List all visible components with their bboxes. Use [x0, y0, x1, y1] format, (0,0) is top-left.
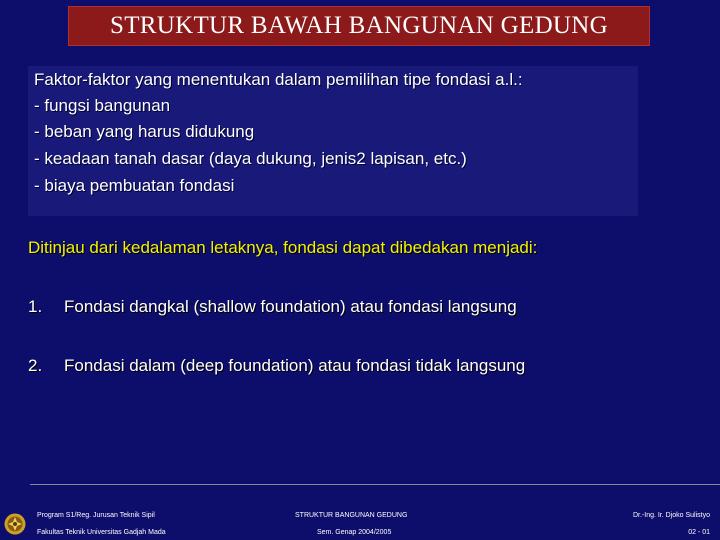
depth-intro: Ditinjau dari kedalaman letaknya, fondasi dapat dibedakan menjadi: [28, 238, 538, 257]
title-box [68, 6, 650, 46]
list-number: 2. [28, 356, 43, 375]
footer-semester: Sem. Genap 2004/2005 [317, 529, 392, 536]
university-seal-logo [4, 513, 26, 535]
footer-course: STRUKTUR BANGUNAN GEDUNG [295, 512, 408, 519]
list-item-text: Fondasi dangkal (shallow foundation) atau fondasi langsung [64, 297, 517, 316]
footer-author: Dr.-Ing. Ir. Djoko Sulistyo [632, 512, 710, 519]
factors-intro: Faktor-faktor yang menentukan dalam pemilihan tipe fondasi a.l.: [34, 70, 523, 89]
slide-title: STRUKTUR BAWAH BANGUNAN GEDUNG [110, 12, 608, 39]
factor-item: - beban yang harus didukung [34, 122, 255, 141]
footer-program: Program S1/Reg. Jurusan Teknik Sipil [37, 512, 155, 519]
list-number: 1. [28, 297, 43, 316]
factor-item: - keadaan tanah dasar (daya dukung, jenis2 lapisan, etc.) [34, 149, 467, 168]
factor-item: - biaya pembuatan fondasi [34, 176, 235, 195]
list-item-text: Fondasi dalam (deep foundation) atau fondasi tidak langsung [64, 356, 526, 375]
footer-faculty: Fakultas Teknik Universitas Gadjah Mada [37, 529, 166, 536]
footer-divider [30, 484, 720, 485]
footer-page-number: 02 - 01 [688, 529, 710, 536]
factors-box [28, 66, 638, 216]
factor-item: - fungsi bangunan [34, 96, 171, 115]
